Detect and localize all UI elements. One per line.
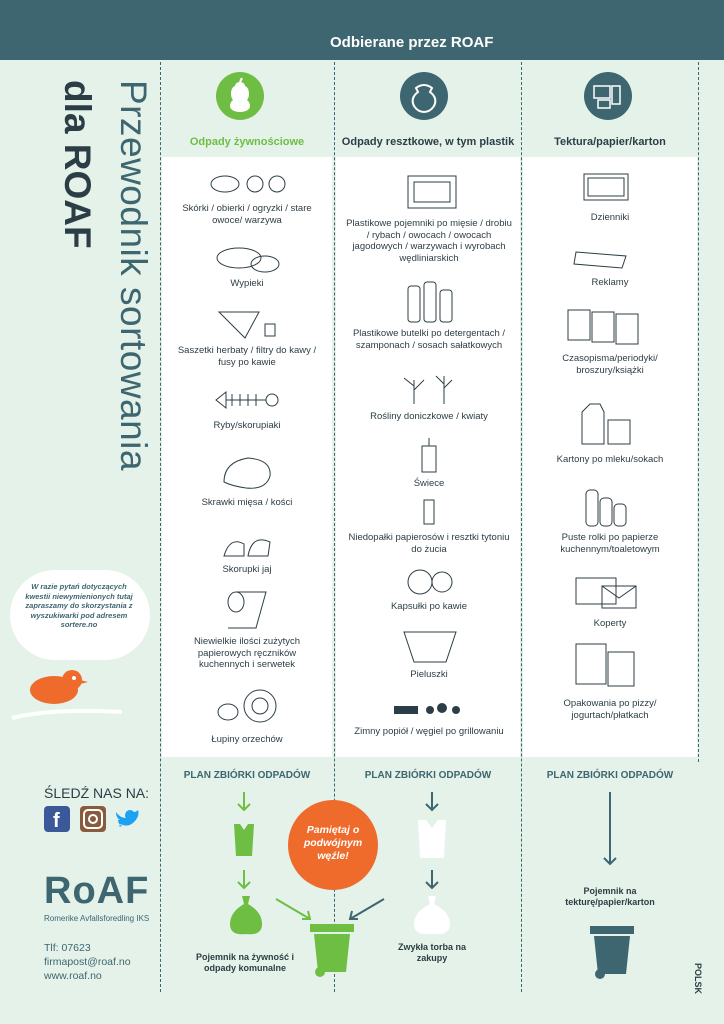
arrow-down-icon (236, 790, 252, 814)
nut-shells-illustration (212, 684, 288, 728)
trash-bag-icon (400, 72, 448, 120)
plants-illustration (400, 366, 460, 406)
paper-item-6: Koperty (593, 618, 627, 629)
residual-item-2: Plastikowe butelki po detergentach / szamponach / sosach sałatkowych (352, 328, 506, 351)
bin-label-paper: Pojemnik na tekturę/papier/karton (565, 886, 655, 907)
side-title-line1: Przewodnik sortowania (113, 80, 154, 471)
divider-4 (698, 62, 699, 762)
food-item-2: Wypieki (230, 278, 264, 289)
coffee-capsule-illustration (402, 566, 458, 596)
divider-3 (521, 62, 522, 992)
meat-scraps-illustration (218, 452, 278, 492)
food-item-6: Skorupki jaj (222, 564, 272, 575)
food-item-3: Saszetki herbaty / filtry do kawy / fusy po kawie (177, 345, 317, 368)
charcoal-illustration (390, 694, 470, 720)
candle-illustration (418, 434, 442, 474)
tied-green-bag-icon (226, 892, 266, 936)
bird-icon (8, 662, 128, 726)
food-item-4: Ryby/skorupiaki (213, 420, 281, 431)
column-residual-title: Odpady resztkowe, w tym plastik (341, 136, 515, 148)
coffee-filter-illustration (215, 306, 281, 342)
remember-badge: Pamiętaj o podwójnym węźle! (288, 800, 378, 890)
paper-item-4: Kartony po mleku/sokach (556, 454, 664, 465)
residual-item-4: Świece (413, 478, 445, 489)
shopping-bag-icon (414, 816, 450, 862)
arrow-down-icon (424, 868, 440, 892)
paper-item-7: Opakowania po pizzy/ jogurtach/płatkach (563, 698, 657, 721)
envelopes-illustration (572, 574, 642, 614)
residual-item-7: Pieluszki (410, 669, 448, 680)
arrow-down-icon (424, 790, 440, 814)
contact-phone: Tlf: 07623 (44, 942, 91, 954)
peel-illustration (205, 168, 295, 198)
top-header-bar (0, 0, 724, 60)
plan-label-paper: PLAN ZBIÓRKI ODPADÓW (546, 770, 674, 781)
follow-label: ŚLEDŹ NAS NA: (44, 785, 150, 801)
flyers-illustration (572, 246, 642, 272)
magazines-illustration (564, 306, 644, 350)
bin-label-bag: Zwykła torba na zakupy (397, 942, 467, 963)
side-title (16, 80, 154, 620)
paper-item-5: Puste rolki po papierze kuchennym/toaletowym (560, 532, 660, 555)
paper-towel-illustration (218, 590, 278, 630)
paper-item-2: Reklamy (591, 277, 629, 288)
apple-core-icon (216, 72, 264, 120)
header-title: Odbierane przez ROAF (330, 34, 494, 51)
green-bag-icon (230, 818, 258, 858)
pizza-box-illustration (572, 638, 642, 694)
twitter-icon[interactable] (116, 806, 142, 832)
facebook-icon[interactable] (44, 806, 70, 832)
side-title-line2: dla ROAF (57, 80, 98, 249)
bread-illustration (215, 246, 281, 274)
svg-text:f: f (53, 810, 60, 832)
roaf-logo: RoAF (44, 870, 150, 912)
plan-label-food: PLAN ZBIÓRKI ODPADÓW (183, 770, 311, 781)
contact-email[interactable]: firmapost@roaf.no (44, 956, 131, 968)
paper-rolls-illustration (582, 486, 630, 530)
eggshell-illustration (220, 530, 276, 560)
tied-white-bag-icon (410, 892, 454, 938)
paper-bin-icon (586, 918, 638, 982)
fish-bones-illustration (212, 386, 284, 414)
food-item-8: Łupiny orzechów (211, 734, 283, 745)
residual-item-5: Niedopałki papierosów i resztki tytoniu do żucia (348, 532, 510, 555)
info-cloud-text: W razie pytań dotyczących kwestii niewymienionych tutaj zapraszamy do skorzystania z wyszukiwarki pod adresem sortere.no (25, 582, 133, 629)
residual-item-1: Plastikowe pojemniki po mięsie / drobiu / rybach / owocach / owocach jagodowych / warzywach i wyrobach wędliniarskich (346, 218, 512, 264)
green-bin-icon (306, 916, 358, 980)
arrow-down-icon (236, 868, 252, 892)
paper-box-icon (584, 72, 632, 120)
newspaper-illustration (580, 170, 636, 206)
roaf-logo-sub: Romerike Avfallsforedling IKS (44, 914, 150, 923)
bin-label-food: Pojemnik na żywność i odpady komunalne (195, 952, 295, 973)
residual-item-6: Kapsułki po kawie (390, 601, 468, 612)
food-item-1: Skórki / obierki / ogryzki / stare owoce/ warzywa (182, 203, 312, 226)
language-label: POLSK (693, 963, 703, 995)
column-paper-title: Tektura/papier/karton (554, 136, 666, 148)
divider-1 (160, 62, 161, 992)
cigarette-illustration (418, 496, 442, 528)
residual-item-8: Zimny popiół / węgiel po grillowaniu (354, 726, 504, 737)
paper-item-1: Dzienniki (590, 212, 630, 223)
milk-carton-illustration (576, 400, 636, 448)
residual-item-3: Rośliny doniczkowe / kwiaty (370, 411, 488, 422)
plastic-tray-illustration (404, 168, 460, 214)
plan-label-residual: PLAN ZBIÓRKI ODPADÓW (364, 770, 492, 781)
food-item-5: Skrawki mięsa / kości (201, 497, 293, 508)
arrow-down-icon (602, 790, 618, 870)
column-food-title: Odpady żywnościowe (189, 136, 305, 148)
contact-web[interactable]: www.roaf.no (44, 970, 102, 982)
diaper-illustration (400, 624, 460, 666)
plastic-bottles-illustration (402, 276, 458, 324)
instagram-icon[interactable] (80, 806, 106, 832)
food-item-7: Niewielkie ilości zużytych papierowych ręczników kuchennych i serwetek (193, 636, 301, 670)
paper-item-3: Czasopisma/periodyki/ broszury/książki (562, 353, 658, 376)
